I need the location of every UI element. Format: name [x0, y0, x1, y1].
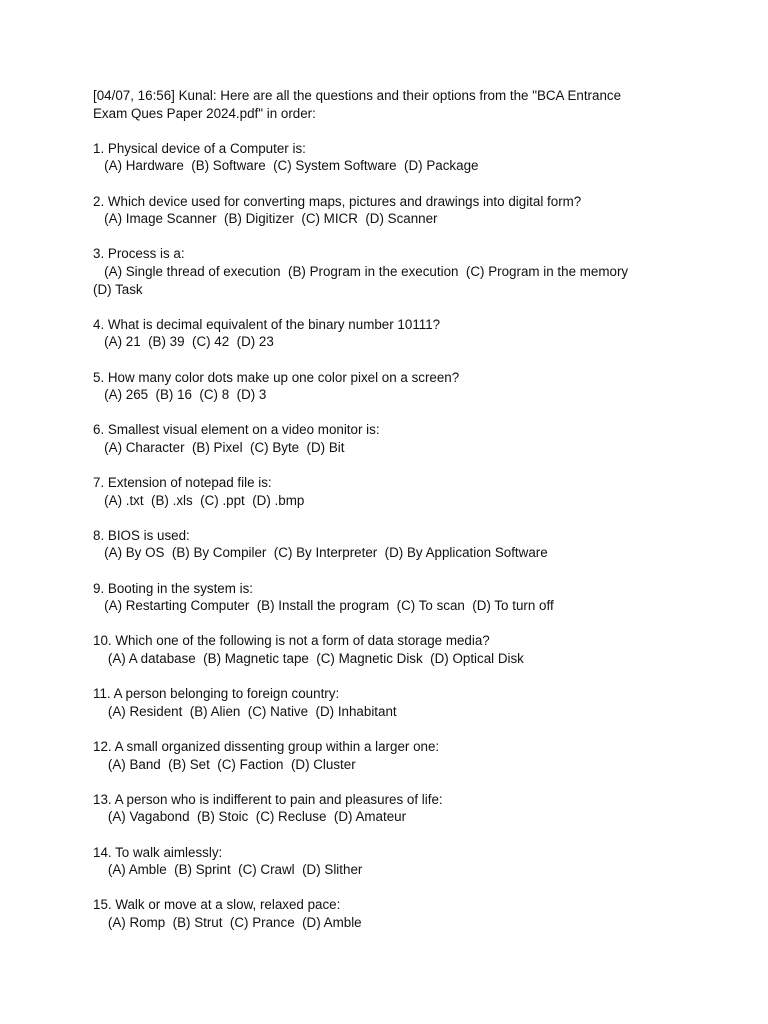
- question-text: 15. Walk or move at a slow, relaxed pace:: [93, 897, 341, 913]
- question-block: [93, 738, 733, 773]
- question-block: [93, 245, 733, 298]
- question-options: (A) Vagabond (B) Stoic (C) Recluse (D) Amateur: [93, 809, 407, 825]
- question-text: 9. Booting in the system is:: [93, 580, 254, 596]
- question-text: 5. How many color dots make up one color pixel on a screen?: [93, 369, 460, 385]
- question-text: 14. To walk aimlessly:: [93, 844, 223, 860]
- question-block: [93, 791, 733, 826]
- question-options: (A) 21 (B) 39 (C) 42 (D) 23: [93, 334, 274, 350]
- question-text: 8. BIOS is used:: [93, 527, 190, 543]
- header-line: [04/07, 16:56] Kunal: Here are all the questions and their options from the "BCA Entrance: [93, 88, 622, 103]
- question-options: (A) Romp (B) Strut (C) Prance (D) Amble: [93, 914, 362, 930]
- question-block: [93, 474, 733, 509]
- question-block: [93, 527, 733, 562]
- message-header: [93, 87, 733, 122]
- question-block: [93, 896, 733, 931]
- question-block: [93, 369, 733, 404]
- question-text: 3. Process is a:: [93, 246, 185, 262]
- question-block: [93, 316, 733, 351]
- question-options: (A) Image Scanner (B) Digitizer (C) MICR (D) Scanner: [93, 211, 438, 227]
- question-options: (A) Restarting Computer (B) Install the program (C) To scan (D) To turn off: [93, 598, 554, 614]
- question-text: 1. Physical device of a Computer is:: [93, 140, 306, 156]
- question-options: (A) 265 (B) 16 (C) 8 (D) 3: [93, 387, 267, 403]
- question-block: [93, 193, 733, 228]
- question-options: (A) Single thread of execution (B) Program in the execution (C) Program in the memory: [93, 263, 629, 279]
- header-line: Exam Ques Paper 2024.pdf" in order:: [93, 105, 316, 121]
- question-block: [93, 632, 733, 667]
- question-options: (D) Task: [93, 281, 143, 297]
- question-options: (A) By OS (B) By Compiler (C) By Interpreter (D) By Application Software: [93, 545, 548, 561]
- question-options: (A) Character (B) Pixel (C) Byte (D) Bit: [93, 439, 345, 455]
- question-text: 13. A person who is indifferent to pain and pleasures of life:: [93, 791, 443, 807]
- question-options: (A) A database (B) Magnetic tape (C) Magnetic Disk (D) Optical Disk: [93, 651, 524, 666]
- question-text: 2. Which device used for converting maps, pictures and drawings into digital form?: [93, 193, 582, 209]
- question-options: (A) Band (B) Set (C) Faction (D) Cluster: [93, 756, 356, 772]
- question-options: (A) Amble (B) Sprint (C) Crawl (D) Slither: [93, 862, 363, 878]
- question-block: [93, 421, 733, 456]
- question-text: 12. A small organized dissenting group within a larger one:: [93, 738, 440, 754]
- question-block: [93, 685, 733, 720]
- question-block: [93, 580, 733, 615]
- question-text: 7. Extension of notepad file is:: [93, 475, 272, 491]
- question-text: 10. Which one of the following is not a form of data storage media?: [93, 633, 490, 649]
- document-page: [93, 87, 733, 949]
- question-block: [93, 140, 733, 175]
- question-text: 4. What is decimal equivalent of the binary number 10111?: [93, 316, 441, 332]
- question-options: (A) Hardware (B) Software (C) System Software (D) Package: [93, 158, 479, 174]
- question-options: (A) .txt (B) .xls (C) .ppt (D) .bmp: [93, 492, 305, 508]
- question-text: 6. Smallest visual element on a video monitor is:: [93, 422, 380, 438]
- question-options: (A) Resident (B) Alien (C) Native (D) Inhabitant: [93, 703, 397, 719]
- question-block: [93, 844, 733, 879]
- question-text: 11. A person belonging to foreign country:: [93, 686, 340, 702]
